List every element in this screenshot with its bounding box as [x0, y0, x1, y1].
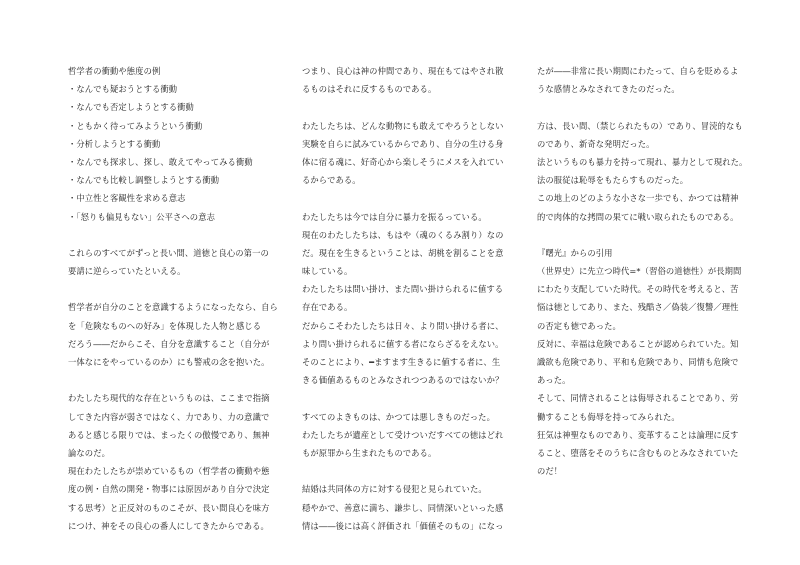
text-line: ・なんでも探求し、探し、敢えてやってみる衝動: [68, 156, 253, 167]
text-line: ・なんでも否定しようとする衝動: [68, 102, 194, 113]
text-line: 度の例・自然の開発・物事には原因があり自分で決定: [68, 484, 270, 495]
text-line: ること、堕落をそのうちに含むものとみなされていた: [537, 447, 739, 458]
text-line: のであり、新奇な発明だった。: [537, 138, 655, 149]
paragraph-gap: [68, 226, 290, 244]
paragraph-gap: [537, 226, 759, 244]
text-line: わたしたちは問い掛け、また問い掛けられるに値する: [302, 284, 504, 295]
paragraph: [302, 480, 524, 535]
text-line: うな感情とみなされてきたのだった。: [537, 84, 680, 95]
text-line: してきた内容が弱さではなく、力であり、力の意識で: [68, 411, 270, 422]
paragraph: [537, 117, 759, 226]
text-column-2: [302, 62, 524, 535]
text-line: 哲学者の衝動や態度の例: [68, 66, 161, 76]
text-line: する思考）と正反対のものこそが、長い間良心を味方: [68, 502, 270, 513]
paragraph-gap: [302, 189, 524, 207]
text-line: ・分析しようとする衝動: [68, 138, 161, 149]
text-line: だからこそわたしたちは日々、より問い掛ける者に、: [302, 320, 504, 331]
text-line: るものはそれに反するものである。: [302, 84, 437, 95]
paragraph: [68, 62, 290, 226]
text-line: 結婚は共同体の方に対する侵犯と見られていた。: [302, 484, 487, 495]
text-line: だ。現在を生きるということは、胡桃を割ることを意: [302, 247, 504, 258]
paragraph: [302, 117, 524, 190]
paragraph: [68, 389, 290, 535]
text-line: あった。: [537, 375, 571, 386]
text-line: 反対に、幸福は危険であることが認められていた。知: [537, 338, 739, 349]
text-line: 哲学者が自分のことを意識するようになったなら、自ら: [68, 302, 278, 313]
text-line: あると感じる限りでは、まったくの傲慢であり、無神: [68, 429, 270, 440]
text-line: つまり、良心は神の仲間であり、現在もてはやされ散: [302, 66, 504, 76]
text-line: 要請に逆らっていたといえる。: [68, 266, 186, 277]
text-line: 現在のわたしたちは、もはや（魂のくるみ割り）なの: [302, 229, 504, 240]
text-line: わたしたちが遺産として受けついだすべての徳はどれ: [302, 429, 504, 440]
text-line: 体に宿る魂に、好奇心から楽しそうにメスを入れてい: [302, 156, 504, 167]
paragraph: [537, 244, 759, 480]
text-line: 穏やかで、善意に満ち、謙歩し、同情深いといった感: [302, 502, 504, 513]
text-line: 働することも侮辱を持ってみられた。: [537, 411, 680, 422]
text-line: 実験を自らに試みているからであり、自分の生ける身: [302, 138, 504, 149]
text-line: のだ！: [537, 466, 563, 477]
text-line: そして、同情されることは侮辱されることであり、労: [537, 393, 739, 404]
text-line: 現在わたしたちが崇めているもの（哲学者の衝動や態: [68, 466, 270, 477]
text-line: 法というものも暴力を持って現れ、暴力として現れた。: [537, 156, 748, 167]
text-line: 方は、長い間、（禁じられたもの）であり、冒涜的なも: [537, 120, 743, 131]
text-line: にわたり支配していた時代。その時代を考えると、苦: [537, 284, 739, 295]
text-line: わたしたち現代的な存在というものは、ここまで指摘: [68, 393, 270, 404]
paragraph: [302, 62, 524, 98]
paragraph-gap: [537, 98, 759, 116]
paragraph-gap: [302, 462, 524, 480]
text-line: 存在である。: [302, 302, 353, 313]
text-line: を「危険なものへの好み」を体現した人物と感じる: [68, 320, 262, 331]
section-heading: 『曙光』からの引用: [537, 247, 613, 258]
text-line: ・中立性と客観性を求める意志: [68, 193, 186, 204]
text-line: の否定も徳であった。: [537, 320, 621, 331]
text-line: 論なのだ。: [68, 447, 110, 458]
text-line: 悩は徳としてあり、また、残酷さ／偽装／復讐／理性: [537, 302, 739, 313]
paragraph-gap: [302, 98, 524, 116]
text-line: この地上のどのような小さな一歩でも、かつては精神: [537, 193, 739, 204]
text-column-3: [537, 62, 759, 480]
text-line: （世界史）に先立つ時代=*（習俗の道徳性）が長期間: [537, 266, 742, 277]
text-line: これらのすべてがずっと長い間、道徳と良心の第一の: [68, 247, 269, 258]
text-line: より問い掛けられるに値する者にならざるをえない。: [302, 338, 504, 349]
paragraph-gap: [68, 280, 290, 298]
text-line: 法の服従は恥辱をもたらすものだった。: [537, 175, 689, 186]
paragraph: [302, 208, 524, 390]
paragraph-gap: [302, 389, 524, 407]
text-line: すべてのよきものは、かつては悪しきものだった。: [302, 411, 495, 422]
paragraph-gap: [68, 371, 290, 389]
text-line: ・なんでも比較し調整しようとする衝動: [68, 175, 220, 186]
text-line: わたしたちは、どんな動物にも敢えてやろうとしない: [302, 120, 504, 131]
text-line: わたしたちは今では自分に暴力を振るっている。: [302, 211, 487, 222]
text-line: 情は――後には高く評価され「価値そのもの」になっ: [302, 520, 504, 531]
text-line: だろう――だからこそ、自分を意識すること（自分が: [68, 338, 270, 349]
text-line: そのことにより、━ますます生きるに値する者に、生: [302, 357, 501, 367]
text-line: るからである。: [302, 175, 361, 186]
text-line: ・「怒りも偏見もない」公平さへの意志: [68, 211, 215, 222]
text-line: きる価値あるものとみなされつつあるのではないか？: [302, 375, 504, 386]
paragraph: [302, 408, 524, 463]
text-line: 的で肉体的な拷問の果てに戦い取られたものである。: [537, 211, 739, 222]
text-line: 味している。: [302, 266, 353, 277]
paragraph: [537, 62, 759, 98]
paragraph: [68, 244, 290, 280]
text-line: につけ、神をその良心の番人にしてきたからである。: [68, 520, 269, 531]
text-line: 識欲も危険であり、平和も危険であり、同情も危険で: [537, 357, 739, 367]
paragraph: [68, 298, 290, 371]
text-line: ・ともかく待ってみようという衝動: [68, 120, 203, 131]
text-line: 一体なにをやっているのか）にも警戒の念を抱いた。: [68, 357, 270, 367]
text-line: もが原罪から生まれたものである。: [302, 447, 437, 458]
text-column-1: [68, 62, 290, 535]
text-line: ・なんでも疑おうとする衝動: [68, 84, 178, 95]
text-line: たが――非常に長い期間にわたって、自らを貶めるよ: [537, 66, 739, 76]
text-line: 狂気は神聖なものであり、変革することは論理に反す: [537, 429, 739, 440]
